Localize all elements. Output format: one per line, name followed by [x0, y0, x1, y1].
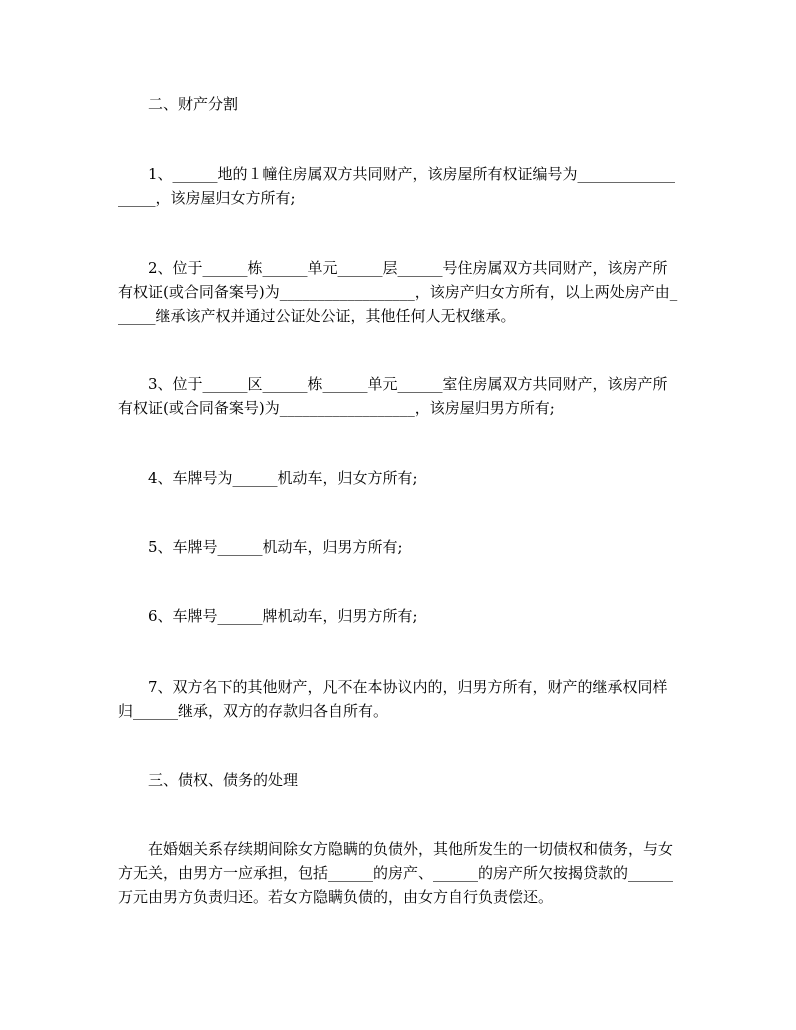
paragraph-item-1: 1、______地的１幢住房属双方共同财产，该房屋所有权证编号为__________________，该房屋归女方所有;: [118, 165, 676, 207]
paragraph-debts: 在婚姻关系存续期间除女方隐瞒的负债外，其他所发生的一切债权和债务，与女方无关，由男方一应承担，包括______的房产、______的房产所欠按揭贷款的______万元由男方负责归还。若女方隐瞒负债的，由女方自行负责偿还。: [118, 840, 674, 906]
paragraph-item-7: 7、双方名下的其他财产，凡不在本协议内的，归男方所有，财产的继承权同样归______继承，双方的存款归各自所有。: [118, 678, 668, 720]
paragraph-item-2: 2、位于______栋______单元______层______号住房属双方共同财产，该房产所有权证(或合同备案号)为__________________，该房产归女方所有，以上两处房产由______继承该产权并通过公证处公证，其他任何人无权继承。: [118, 259, 678, 325]
section-heading-debts: 三、债权、债务的处理: [148, 771, 299, 789]
paragraph-item-3: 3、位于______区______栋______单元______室住房属双方共同财产，该房产所有权证(或合同备案号)为__________________，该房屋归男方所有;: [118, 375, 668, 417]
paragraph-item-6: 6、车牌号______牌机动车，归男方所有;: [148, 607, 418, 625]
paragraph-item-4: 4、车牌号为______机动车，归女方所有;: [148, 469, 418, 487]
section-heading-property-division: 二、财产分割: [148, 95, 239, 113]
paragraph-item-5: 5、车牌号______机动车，归男方所有;: [148, 538, 403, 556]
